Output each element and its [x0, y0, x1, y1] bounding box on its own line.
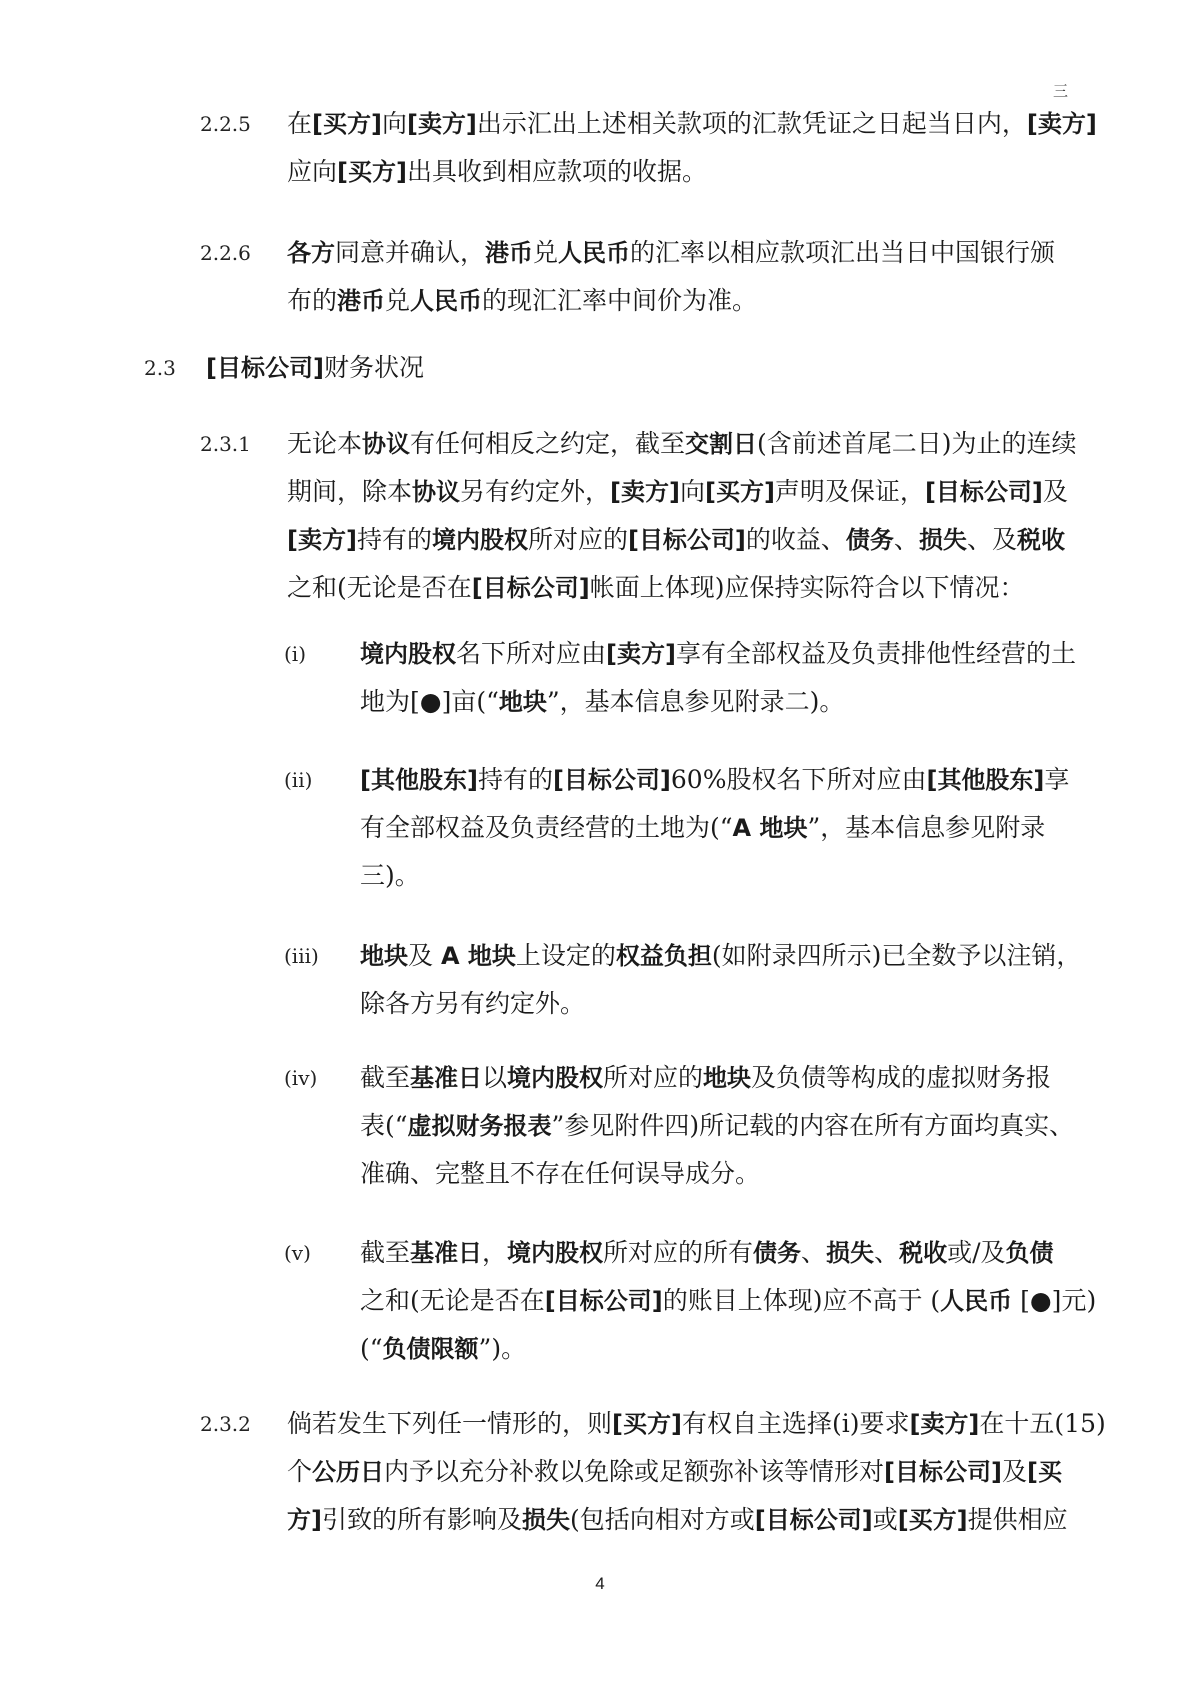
defined-term: 协议: [362, 430, 411, 458]
text-run: 60%股权名下所对应由: [670, 765, 927, 794]
text-run: ”参见附件四)所记载的内容在所有方面均真实、: [551, 1111, 1075, 1140]
subclause-text: [360, 932, 1082, 1028]
text-run: 同意并确认，: [335, 238, 486, 267]
defined-term: 境内股权: [507, 1239, 604, 1267]
text-line: [360, 804, 1070, 852]
subclause-number: (iv): [284, 1066, 318, 1090]
text-run: 在: [287, 109, 313, 138]
text-run: ”，基本信息参见附录二)。: [546, 687, 845, 716]
text-run: 、: [893, 525, 919, 554]
text-run: 享有全部权益及负责排他性经营的土: [675, 639, 1076, 668]
text-line: [360, 980, 1070, 1028]
text-run: 持有的: [356, 525, 432, 554]
text-run: 地为[●]亩(“: [360, 687, 499, 716]
text-run: 出示汇出上述相关款项的汇款凭证之日起当日内，: [476, 109, 1027, 138]
subclause-number: (i): [284, 642, 307, 666]
defined-term: 港币: [337, 287, 386, 315]
text-run: (“: [360, 1334, 383, 1363]
text-line: [360, 756, 1070, 804]
text-line: [287, 516, 1067, 564]
defined-term: 债务: [753, 1239, 802, 1267]
defined-term: [卖方]: [610, 478, 680, 506]
text-line: [287, 229, 1067, 277]
text-run: ”)。: [478, 1334, 527, 1363]
defined-term: 人民币: [410, 287, 483, 315]
defined-term: 境内股权: [507, 1064, 604, 1092]
text-run: 之和(无论是否在: [287, 573, 472, 602]
clause-text: [287, 100, 1097, 196]
text-run: 享: [1044, 765, 1070, 794]
text-run: 的收益、: [745, 525, 846, 554]
text-line: [360, 1277, 1097, 1325]
text-run: 帐面上体现)应保持实际符合以下情况：: [589, 573, 1025, 602]
defined-term: 协议: [412, 478, 461, 506]
text-run: 除各方另有约定外。: [360, 989, 586, 1018]
text-run: 有全部权益及负责经营的土地为(“: [360, 813, 733, 842]
subclause-number: (iii): [284, 944, 319, 968]
defined-term: 基准日: [410, 1064, 483, 1092]
defined-term: 债务: [845, 526, 894, 554]
corner-mark: 三: [1053, 82, 1069, 100]
clause-number: 2.2.5: [200, 112, 251, 136]
defined-term: [买方]: [312, 110, 382, 138]
text-run: 向: [381, 109, 407, 138]
text-run: 持有的: [477, 765, 553, 794]
defined-term: 方]: [287, 1506, 322, 1534]
text-run: [●]元): [1012, 1286, 1097, 1315]
defined-term: [目标公司]: [754, 1506, 873, 1534]
text-run: 财务状况: [323, 353, 424, 382]
text-line: [287, 100, 1097, 148]
text-run: 有任何相反之约定，截至: [410, 429, 686, 458]
text-run: 引致的所有影响及: [321, 1505, 522, 1534]
text-run: 或/及: [947, 1238, 1006, 1267]
text-run: 布的: [287, 286, 338, 315]
defined-term: [目标公司]: [884, 1458, 1002, 1486]
defined-term: [卖方]: [909, 1410, 980, 1438]
text-line: [287, 277, 1067, 325]
defined-term: [卖方]: [606, 640, 676, 668]
text-run: 有权自主选择(i)要求: [681, 1409, 910, 1438]
clause-number: 2.2.6: [200, 241, 251, 265]
section-heading: [206, 344, 1066, 392]
text-run: 或: [872, 1505, 898, 1534]
text-run: 期间，除本: [287, 477, 413, 506]
defined-term: 基准日: [410, 1239, 483, 1267]
defined-term: [目标公司]: [627, 526, 746, 554]
defined-term: [其他股东]: [360, 766, 478, 794]
text-run: 名下所对应由: [456, 639, 607, 668]
text-run: 出具收到相应款项的收据。: [406, 157, 707, 186]
defined-term: [目标公司]: [552, 766, 671, 794]
text-run: 兑: [385, 286, 411, 315]
defined-term: 损失: [521, 1506, 570, 1534]
defined-term: [卖方]: [406, 110, 477, 138]
defined-term: [买方]: [612, 1410, 682, 1438]
subclause-number: (v): [284, 1241, 311, 1265]
defined-term: 境内股权: [431, 526, 528, 554]
text-run: (包括向相对方或: [569, 1505, 755, 1534]
text-run: 提供相应: [967, 1505, 1068, 1534]
defined-term: [买方]: [897, 1506, 968, 1534]
text-line: [287, 468, 1067, 516]
defined-term: [卖方]: [1026, 110, 1097, 138]
text-run: 三)。: [360, 861, 420, 890]
text-line: [360, 1325, 1070, 1373]
text-run: 及: [1042, 477, 1068, 506]
text-line: [287, 148, 1067, 196]
text-line: [287, 1448, 1067, 1496]
text-run: 及: [1001, 1457, 1027, 1486]
text-line: [360, 852, 1070, 900]
text-run: 、: [874, 1238, 900, 1267]
defined-term: 各方: [287, 239, 335, 267]
defined-term: 虚拟财务报表: [407, 1112, 552, 1140]
defined-term: [目标公司]: [206, 354, 324, 382]
text-run: 及负债等构成的虚拟财务报: [751, 1063, 1052, 1092]
section-number: 2.3: [144, 356, 176, 380]
defined-term: 交割日: [685, 430, 758, 458]
text-line: [287, 564, 1067, 612]
defined-term: 损失: [826, 1239, 875, 1267]
text-run: 无论本: [287, 429, 363, 458]
text-line: [287, 1400, 1106, 1448]
subclause-number: (ii): [284, 768, 313, 792]
defined-term: [买方]: [704, 478, 775, 506]
subclause-text: [360, 630, 1076, 726]
defined-term: 负债限额: [382, 1335, 479, 1363]
text-run: 内予以充分补救以免除或足额弥补该等情形对: [384, 1457, 885, 1486]
clause-text: [287, 229, 1067, 325]
text-run: (如附录四所示)已全数予以注销，: [711, 941, 1082, 970]
text-run: 的汇率以相应款项汇出当日中国银行颁: [630, 238, 1056, 267]
text-run: 倘若发生下列任一情形的，则: [287, 1409, 613, 1438]
defined-term: 权益负担: [615, 942, 712, 970]
text-line: [360, 932, 1082, 980]
text-line: [360, 1054, 1070, 1102]
text-line: [287, 1496, 1067, 1544]
text-run: 个: [287, 1457, 313, 1486]
defined-term: [其他股东]: [926, 766, 1045, 794]
text-line: [360, 1102, 1075, 1150]
text-run: 所对应的所有: [603, 1238, 754, 1267]
defined-term: 港币: [485, 239, 534, 267]
defined-term: A 地块: [440, 942, 516, 970]
text-run: 之和(无论是否在: [360, 1286, 545, 1315]
text-line: [287, 420, 1077, 468]
text-run: 准确、完整且不存在任何误导成分。: [360, 1159, 761, 1188]
text-line: [206, 344, 1066, 392]
defined-term: [目标公司]: [924, 478, 1043, 506]
subclause-text: [360, 1054, 1075, 1198]
text-run: 所对应的: [603, 1063, 704, 1092]
defined-term: [目标公司]: [471, 574, 590, 602]
clause-number: 2.3.2: [200, 1412, 251, 1436]
page-number: 4: [595, 1574, 605, 1593]
text-run: 另有约定外，: [460, 477, 611, 506]
text-run: 表(“: [360, 1111, 408, 1140]
text-run: 应向: [287, 157, 338, 186]
text-run: 的现汇汇率中间价为准。: [482, 286, 758, 315]
text-run: 、: [801, 1238, 827, 1267]
text-run: ，: [482, 1238, 508, 1267]
clause-number: 2.3.1: [200, 432, 251, 456]
subclause-text: [360, 756, 1070, 900]
text-run: 兑: [533, 238, 559, 267]
defined-term: 公历日: [312, 1458, 385, 1486]
defined-term: [目标公司]: [544, 1287, 663, 1315]
subclause-text: [360, 1229, 1097, 1373]
defined-term: [买方]: [337, 158, 407, 186]
defined-term: 税收: [1016, 526, 1065, 554]
defined-term: 损失: [918, 526, 967, 554]
text-line: [360, 630, 1076, 678]
defined-term: 负债: [1005, 1239, 1054, 1267]
defined-term: [卖方]: [287, 526, 357, 554]
text-run: 及: [408, 941, 441, 970]
text-run: 截至: [360, 1238, 411, 1267]
text-run: 声明及保证，: [774, 477, 925, 506]
text-run: 、及: [966, 525, 1017, 554]
defined-term: A 地块: [732, 814, 808, 842]
text-run: 所对应的: [527, 525, 628, 554]
text-run: 在十五(15): [979, 1409, 1106, 1438]
text-line: [360, 1150, 1070, 1198]
text-run: 截至: [360, 1063, 411, 1092]
clause-text: [287, 1400, 1106, 1544]
defined-term: 人民币: [558, 239, 631, 267]
text-run: 向: [679, 477, 705, 506]
defined-term: 地块: [498, 688, 547, 716]
clause-text: [287, 420, 1077, 612]
defined-term: 地块: [360, 942, 408, 970]
defined-term: 税收: [899, 1239, 948, 1267]
defined-term: 地块: [703, 1064, 752, 1092]
text-line: [360, 678, 1070, 726]
text-line: [360, 1229, 1070, 1277]
text-run: (含前述首尾二日)为止的连续: [757, 429, 1077, 458]
text-run: 的账目上体现)应不高于 (: [662, 1286, 941, 1315]
defined-term: 人民币: [940, 1287, 1013, 1315]
text-run: 以: [482, 1063, 508, 1092]
text-run: 上设定的: [515, 941, 616, 970]
defined-term: 境内股权: [360, 640, 456, 668]
defined-term: [买: [1026, 1458, 1062, 1486]
text-run: ”，基本信息参见附录: [807, 813, 1046, 842]
